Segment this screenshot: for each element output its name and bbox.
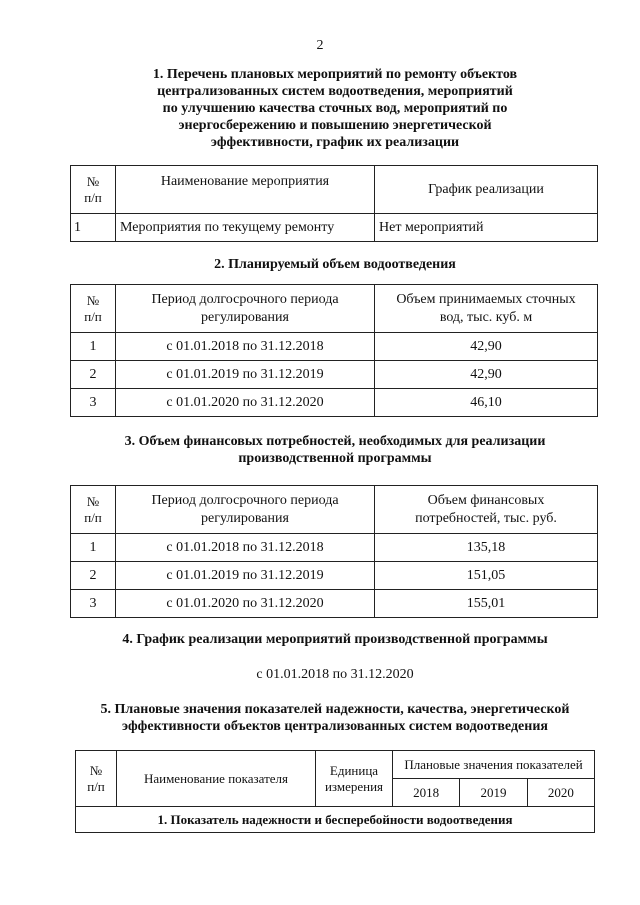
num-header xyxy=(71,486,116,534)
row-period: с 01.01.2018 по 31.12.2018 xyxy=(116,534,375,562)
row-value: 155,01 xyxy=(375,590,598,618)
table-header-row xyxy=(71,486,598,534)
section3-title xyxy=(60,433,610,467)
num-header-line: № xyxy=(86,173,100,189)
num-header xyxy=(71,166,116,214)
table-header-row xyxy=(71,166,598,214)
row-value: 42,90 xyxy=(375,361,598,389)
value-header xyxy=(375,285,598,333)
financial-table xyxy=(70,485,598,618)
title-line: эффективности объектов централизованных систем водоотведения xyxy=(122,719,548,734)
name-header: Наименование мероприятия xyxy=(116,166,375,214)
table-row xyxy=(71,214,598,242)
row-period: с 01.01.2019 по 31.12.2019 xyxy=(116,562,375,590)
activities-table xyxy=(70,165,598,242)
row-value: 46,10 xyxy=(375,389,598,417)
volume-table xyxy=(70,284,598,417)
period-header-line: Период долгосрочного периода xyxy=(151,492,339,508)
title-line: производственной программы xyxy=(238,451,432,466)
row-value: 151,05 xyxy=(375,562,598,590)
value-header xyxy=(375,486,598,534)
num-header-line: № xyxy=(89,762,103,778)
num-header-line: п/п xyxy=(84,509,102,525)
unit-header-line: Единица xyxy=(329,762,379,778)
row-num: 1 xyxy=(71,333,116,361)
section4-period: с 01.01.2018 по 31.12.2020 xyxy=(256,667,414,682)
year-header: 2019 xyxy=(460,779,527,807)
row-num: 3 xyxy=(71,590,116,618)
row-period: с 01.01.2020 по 31.12.2020 xyxy=(116,389,375,417)
row-name: Мероприятия по текущему ремонту xyxy=(116,214,375,242)
num-header-line: п/п xyxy=(84,308,102,324)
table-row xyxy=(71,389,598,417)
period-header xyxy=(116,285,375,333)
period-header xyxy=(116,486,375,534)
row-value: 135,18 xyxy=(375,534,598,562)
unit-header-line: измерения xyxy=(324,778,384,794)
planned-values-header: Плановые значения показателей xyxy=(393,751,595,779)
row-num: 2 xyxy=(71,361,116,389)
table-header-row xyxy=(76,751,595,779)
title-line: по улучшению качества сточных вод, мероприятий по xyxy=(162,101,508,116)
table-row xyxy=(71,562,598,590)
title-line: 3. Объем финансовых потребностей, необходимых для реализации xyxy=(124,434,546,449)
section1-title xyxy=(60,66,610,151)
subsection-title: 1. Показатель надежности и бесперебойности водоотведения xyxy=(76,807,595,833)
table-header-row xyxy=(71,285,598,333)
title-line: эффективности, график их реализации xyxy=(210,135,460,150)
row-num: 1 xyxy=(71,214,116,242)
value-header-line: Объем принимаемых сточных xyxy=(396,291,576,307)
row-num: 1 xyxy=(71,534,116,562)
indicator-name-header: Наименование показателя xyxy=(117,751,316,807)
num-header xyxy=(71,285,116,333)
table-row xyxy=(71,534,598,562)
section5-title xyxy=(60,701,610,735)
row-num: 2 xyxy=(71,562,116,590)
num-header-line: № xyxy=(86,292,100,308)
row-schedule: Нет мероприятий xyxy=(375,214,598,242)
row-num: 3 xyxy=(71,389,116,417)
indicators-table xyxy=(75,750,595,833)
row-period: с 01.01.2019 по 31.12.2019 xyxy=(116,361,375,389)
row-value: 42,90 xyxy=(375,333,598,361)
table-row xyxy=(71,361,598,389)
unit-header xyxy=(316,751,393,807)
section4-title: 4. График реализации мероприятий производственной программы xyxy=(122,632,548,647)
year-header: 2020 xyxy=(527,779,594,807)
period-header-line: регулирования xyxy=(201,510,289,526)
page-number: 2 xyxy=(316,38,324,53)
value-header-line: потребностей, тыс. руб. xyxy=(415,510,557,526)
num-header-line: п/п xyxy=(84,189,102,205)
num-header-line: № xyxy=(86,493,100,509)
title-line: 5. Плановые значения показателей надежности, качества, энергетической xyxy=(100,702,570,717)
row-period: с 01.01.2018 по 31.12.2018 xyxy=(116,333,375,361)
num-header xyxy=(76,751,117,807)
period-header-line: Период долгосрочного периода xyxy=(151,291,339,307)
title-line: энергосбережению и повышению энергетической xyxy=(178,118,492,133)
section2-title: 2. Планируемый объем водоотведения xyxy=(214,257,456,272)
year-header: 2018 xyxy=(393,779,460,807)
period-header-line: регулирования xyxy=(201,309,289,325)
row-period: с 01.01.2020 по 31.12.2020 xyxy=(116,590,375,618)
title-line: 1. Перечень плановых мероприятий по ремонту объектов xyxy=(152,67,518,82)
value-header-line: Объем финансовых xyxy=(427,492,545,508)
num-header-line: п/п xyxy=(87,778,105,794)
value-header-line: вод, тыс. куб. м xyxy=(439,309,533,325)
table-row xyxy=(71,333,598,361)
subsection-row xyxy=(76,807,595,833)
table-row xyxy=(71,590,598,618)
schedule-header: График реализации xyxy=(375,166,598,214)
title-line: централизованных систем водоотведения, мероприятий xyxy=(157,84,513,99)
